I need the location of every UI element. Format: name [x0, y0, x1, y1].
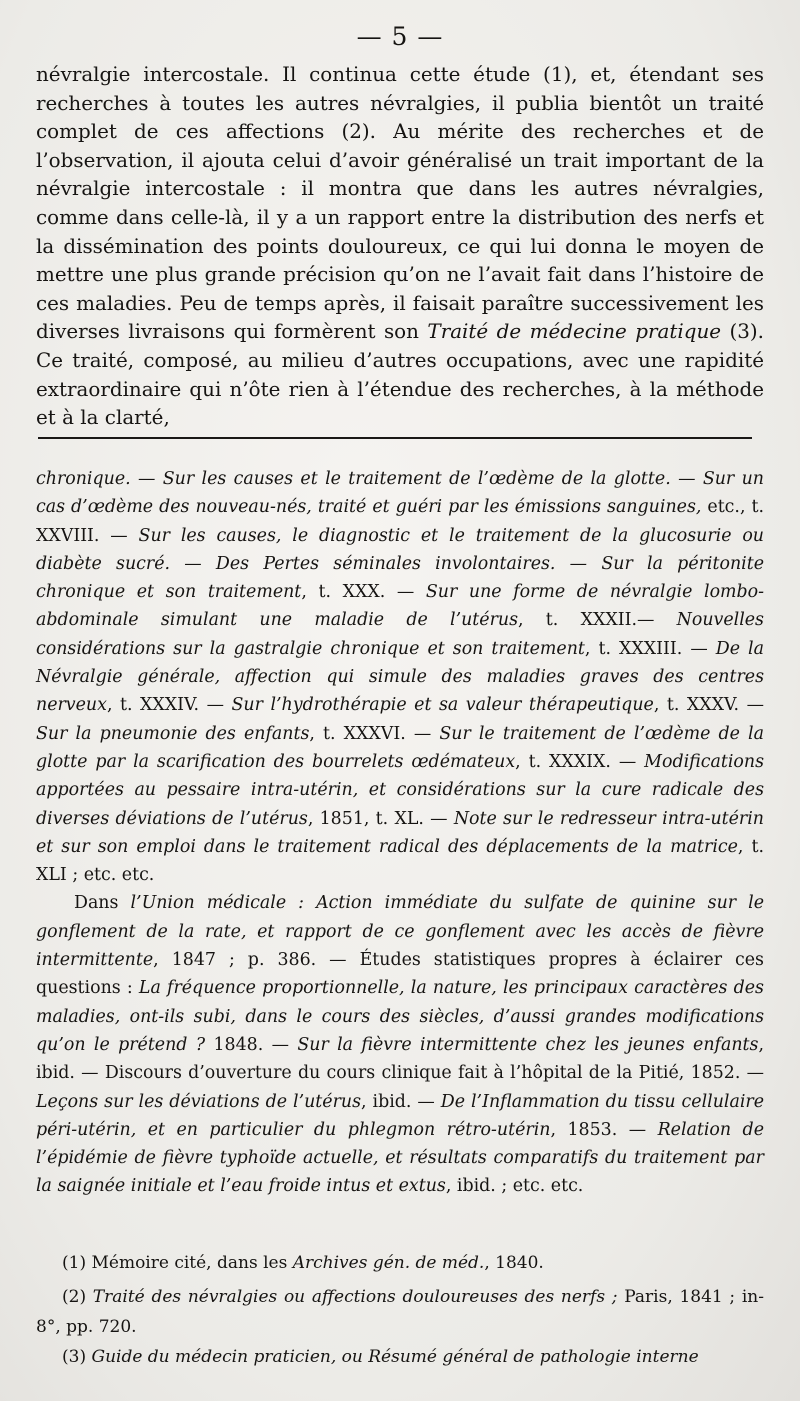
footnote-2 [36, 1282, 764, 1342]
italic-title-run: Sur la pneumonie des enfants [36, 723, 310, 744]
text-run: 1848. — [205, 1034, 298, 1055]
text-run: etc., t. XXVIII. — [36, 497, 765, 546]
body-text-2: (3). Ce traité, composé, au milieu d’autres occupations, avec une rapidité extraordinaire qui n’ôte rien à l’étendue des recherches, à la méthode et à la clarté, [36, 320, 764, 430]
text-run: , 1851, t. XL. — [307, 808, 454, 829]
footnote-2-text-end: Paris, 1841 ; in-8°, pp. 720. [36, 1287, 764, 1337]
text-run: , t. XXXIV. — [106, 695, 232, 716]
text-run: , t. XLI ; etc. etc. [36, 836, 764, 886]
italic-title-run: Note sur le redresseur intra-utérin et sur son emploi dans le traitement radical des déplacements de la matrice [36, 808, 765, 857]
text-run: , t. XXX. — [301, 582, 426, 603]
italic-title-run: Relation de l’épidémie de fièvre typhoïde actuelle, et résultats comparatifs du traitement par la saignée initiale et l’eau froide intus et extus [36, 1119, 764, 1197]
italic-title-run: chronique. — Sur les causes et le traitement de l’œdème de la glotte. — Sur un cas d’œdème des nouveau-nés, traité et guéri par les émissions sanguines, [36, 469, 764, 518]
italic-title-run: Sur l’hydrothérapie et sa valeur thérapeutique [231, 695, 654, 716]
footnote-3 [36, 1342, 764, 1372]
page-number: — 5 — [356, 22, 444, 51]
notes-paragraph-2 [36, 889, 764, 1200]
footnote-3-text: (3) [62, 1347, 92, 1367]
text-run: , 1847 ; p. 386. — Études statistiques propres à éclairer ces questions : [36, 950, 764, 999]
footnote-1-text-end: , 1840. [484, 1253, 544, 1273]
italic-title-run: l’Union médicale : Action immédiate du sulfate de quinine sur le gonflement de la rate, et rapport de ce gonflement avec les accès de fièvre intermittente [36, 893, 764, 971]
text-run: , t. XXXV. — [653, 695, 764, 716]
italic-title-run: Leçons sur les déviations de l’utérus [36, 1091, 362, 1112]
footnotes [36, 1248, 764, 1372]
italic-title-run: Sur les causes, le diagnostic et le traitement de la glucosurie ou diabète sucré. — Des Pertes séminales involontaires. — Sur la péritonite chronique et son traitement [36, 525, 764, 603]
italic-title-run: Sur la fièvre intermittente chez les jeunes enfants [297, 1034, 759, 1055]
body-paragraph [36, 61, 764, 433]
text-run: , t. XXXIII. — [584, 638, 716, 659]
body-text-1: névralgie intercostale. Il continua cette étude (1), et, étendant ses recherches à toutes les autres névralgies, il publia bientôt un traité complet de ces affections (2). Au mérite des recherches et de l’observation, il ajouta celui d’avoir généralisé un trait important de la névralgie intercostale : il montra que dans les autres névralgies, comme dans celle-là, il y a un rapport entre la distribution des nerfs et la dissémination des points douloureux, ce qui lui donna le moyen de mettre une plus grande précision qu’on ne l’avait fait dans l’histoire de ces maladies. Peu de temps après, il faisait paraître successivement les diverses livraisons qui formèrent son [36, 63, 764, 344]
footnote-3-italic: Guide du médecin praticien, ou Résumé général de pathologie interne [91, 1347, 699, 1367]
italic-title-run: Modifications apportées au pessaire intra-utérin, et considérations sur la cure radicale des diverses déviations de l’utérus [36, 751, 764, 829]
text-run: , ibid. — Discours d’ouverture du cours clinique fait à l’hôpital de la Pitié, 1852. — [36, 1034, 764, 1084]
italic-title-run: La fréquence proportionnelle, la nature, les principaux caractères des maladies, ont-ils subi, dans le cours des siècles, d’aussi grandes modifications qu’on le prétend ? [36, 978, 764, 1055]
notes-section [36, 465, 764, 1201]
text-run: , 1853. — [550, 1119, 658, 1140]
text-run: , ibid. — [361, 1091, 441, 1112]
text-run: , t. XXXVI. — [309, 723, 440, 744]
italic-title-run: Nouvelles considérations sur la gastralgie chronique et son traitement [36, 610, 764, 659]
text-run: , t. XXXIX. — [515, 751, 645, 772]
notes-divider [38, 437, 752, 439]
italic-title-run: Sur une forme de névralgie lombo-abdominale simulant une maladie de l’utérus [36, 582, 765, 631]
text-run: Dans [74, 893, 131, 914]
footnote-1-italic: Archives gén. de méd. [292, 1253, 485, 1273]
footnote-2-text: (2) [62, 1287, 93, 1307]
footnote-2-italic: Traité des névralgies ou affections douloureuses des nerfs ; [92, 1287, 618, 1307]
text-run: , t. XXXII.— [518, 610, 677, 631]
italic-title-run: De la Névralgie générale, affection qui simule des maladies graves des centres nerveux [36, 638, 764, 716]
footnote-1-text: (1) Mémoire cité, dans les [62, 1253, 293, 1273]
italic-title-run: Sur le traitement de l’œdème de la glotte par la scarification des bourrelets œdémateux [36, 723, 764, 772]
notes-paragraph-1 [36, 465, 764, 889]
text-run: , ibid. ; etc. etc. [445, 1176, 584, 1197]
book-title-italic: Traité de médecine pratique [427, 320, 722, 344]
footnote-1 [36, 1248, 764, 1278]
italic-title-run: De l’Inflammation du tissu cellulaire péri-utérin, et en particulier du phlegmon rétro-utérin [36, 1091, 764, 1140]
